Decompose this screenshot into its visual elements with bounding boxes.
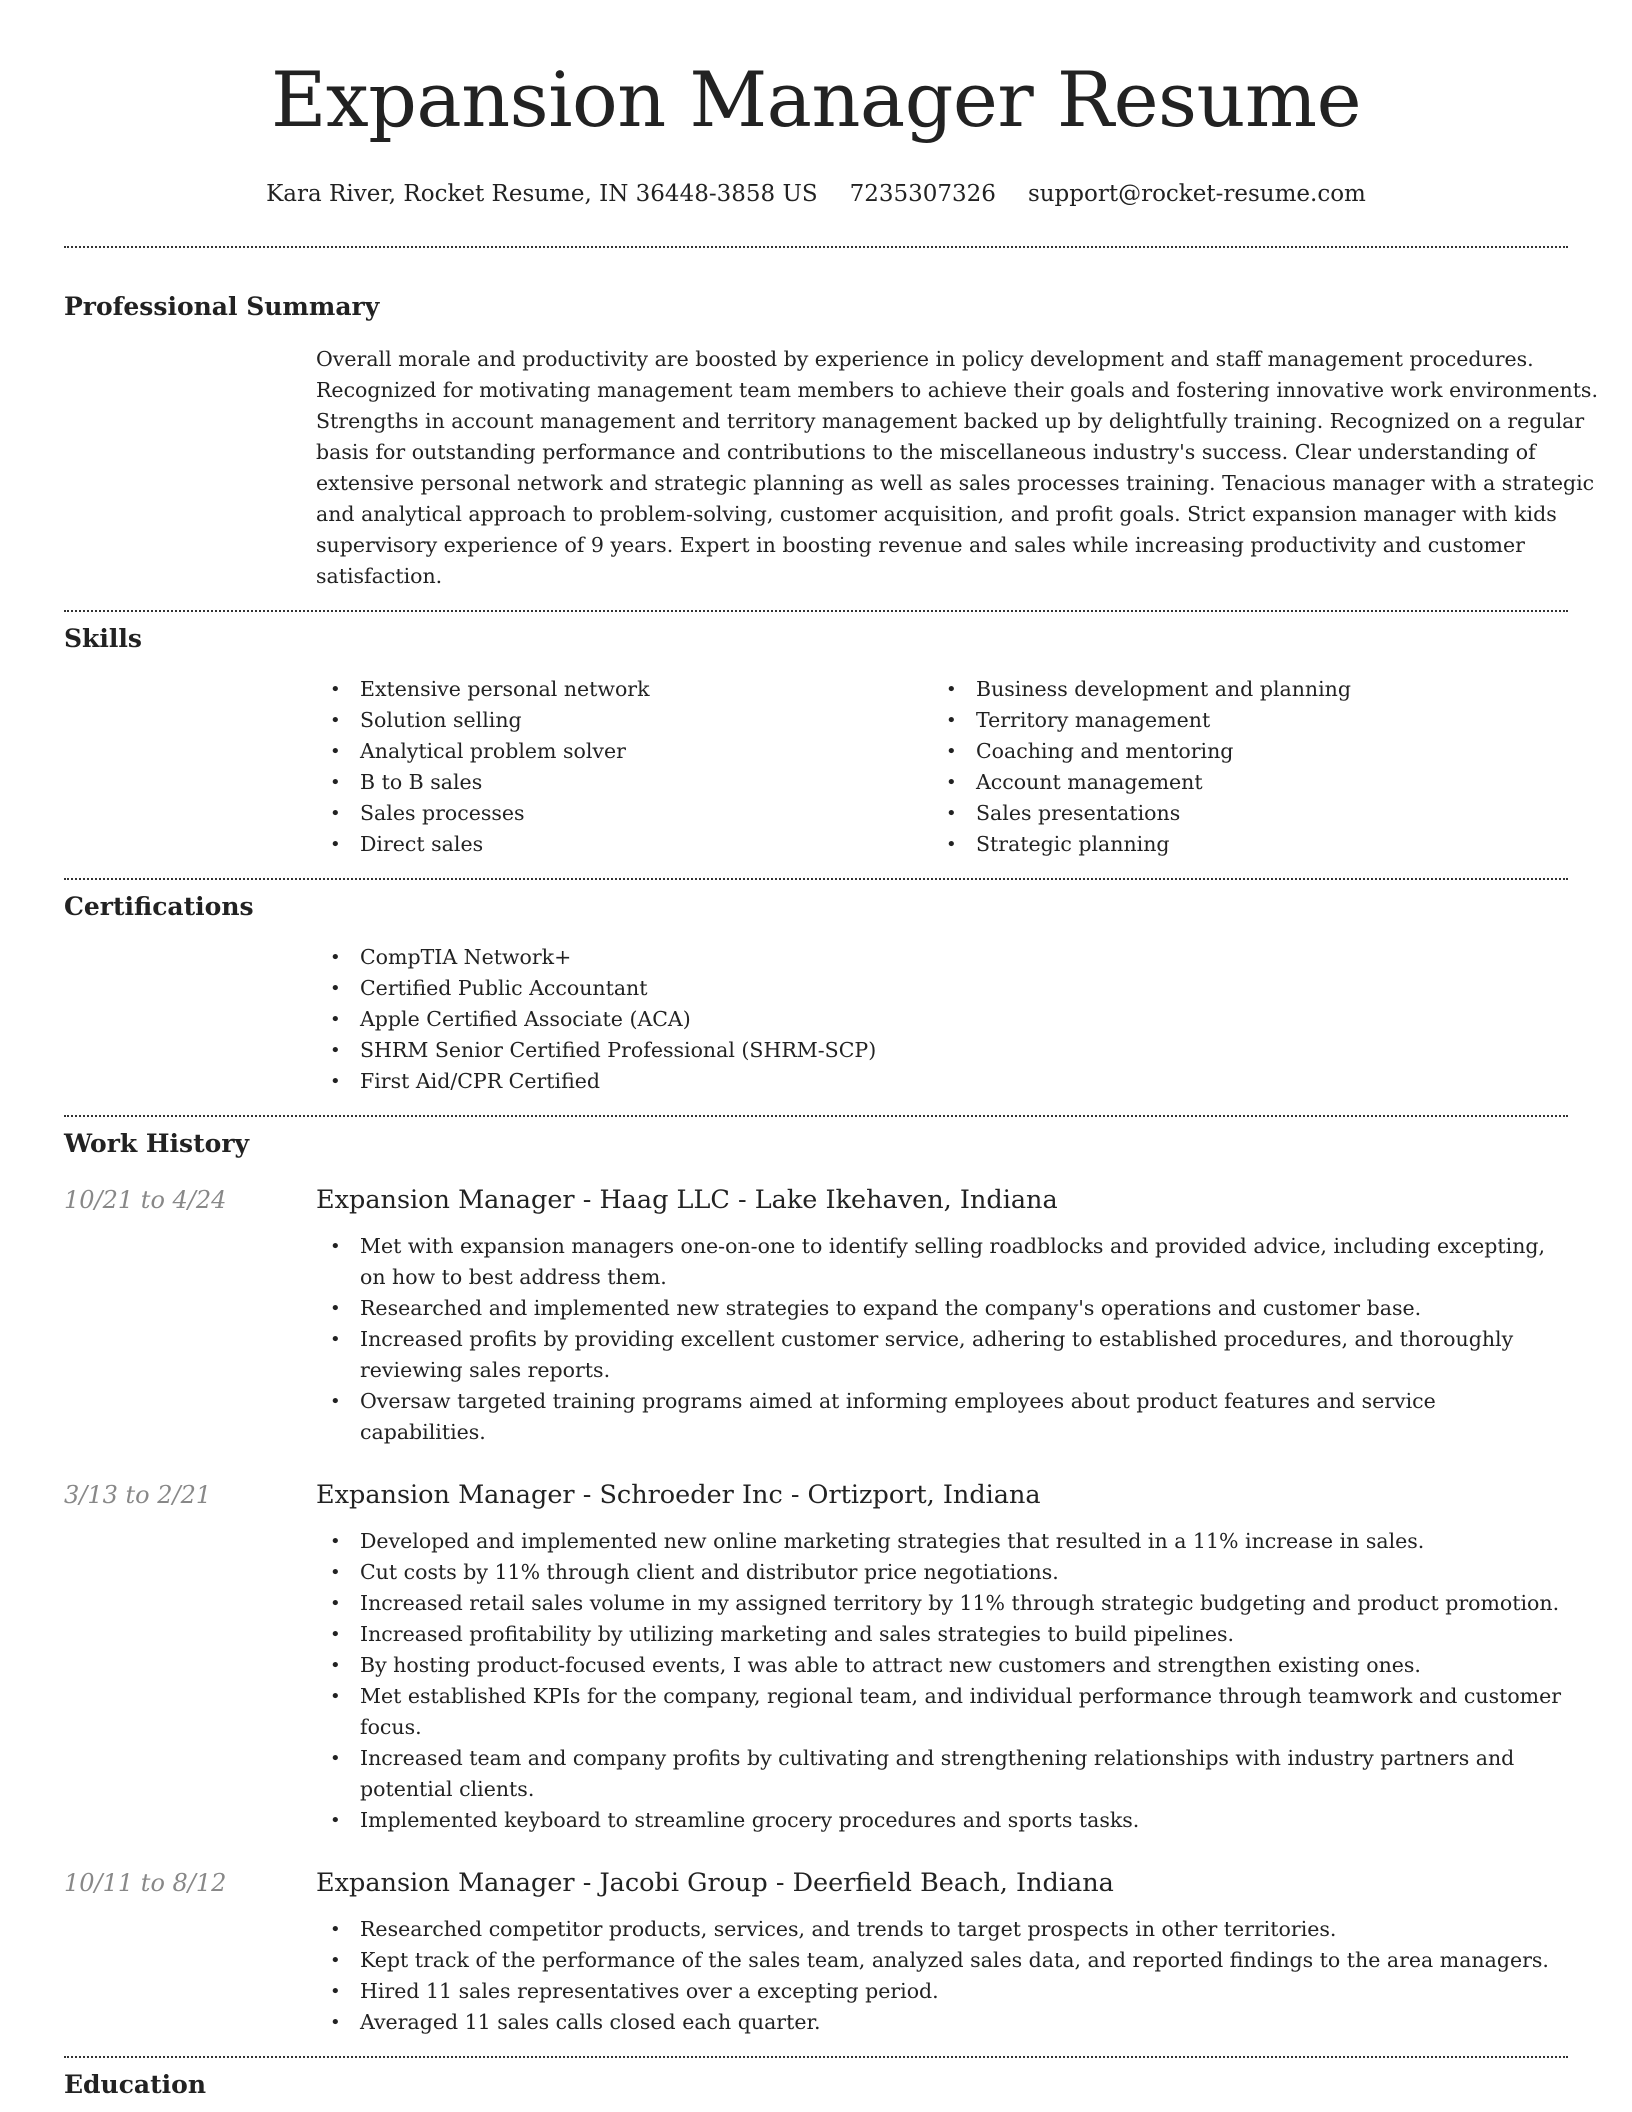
certification-item: • Certified Public Accountant <box>316 973 1568 1004</box>
job-bullet: • Met established KPIs for the company, regional team, and individual performance through teamwork and customer focus. <box>316 1681 1568 1743</box>
contact-email: support@rocket-resume.com <box>1027 181 1366 207</box>
job-entry <box>64 1183 1568 1448</box>
job-bullets <box>316 1526 1568 1836</box>
certification-item: • First Aid/CPR Certified <box>316 1066 1568 1097</box>
skill-item: • Strategic planning <box>932 829 1548 860</box>
certification-item: • Apple Certified Associate (ACA) <box>316 1004 1568 1035</box>
job-bullet: • Increased retail sales volume in my assigned territory by 11% through strategic budgeting and product promotion. <box>316 1588 1568 1619</box>
skills-list-right <box>932 674 1548 860</box>
job-entry <box>64 1866 1568 2038</box>
skill-item: • Solution selling <box>316 705 932 736</box>
job-dates: 10/11 to 8/12 <box>64 1869 227 1897</box>
job-bullet: • Researched competitor products, services, and trends to target prospects in other territories. <box>316 1914 1568 1945</box>
job-entry <box>64 1478 1568 1836</box>
divider <box>64 610 1568 612</box>
job-title: Expansion Manager - Schroeder Inc - Ortizport, Indiana <box>316 1480 1041 1510</box>
job-dates: 3/13 to 2/21 <box>64 1481 212 1509</box>
job-details <box>316 1866 1568 2038</box>
job-bullet: • Developed and implemented new online marketing strategies that resulted in a 11% increase in sales. <box>316 1526 1568 1557</box>
job-bullet: • Increased team and company profits by cultivating and strengthening relationships with industry partners and potential clients. <box>316 1743 1568 1805</box>
contact-address: Kara River, Rocket Resume, IN 36448-3858 US <box>266 181 818 207</box>
skill-item: • Extensive personal network <box>316 674 932 705</box>
job-bullet: • Hired 11 sales representatives over a excepting period. <box>316 1976 1568 2007</box>
job-bullets <box>316 1914 1568 2038</box>
skill-item: • Territory management <box>932 705 1548 736</box>
skill-item: • Coaching and mentoring <box>932 736 1548 767</box>
certification-item: • SHRM Senior Certified Professional (SHRM-SCP) <box>316 1035 1568 1066</box>
skill-item: • B to B sales <box>316 767 932 798</box>
skill-item: • Business development and planning <box>932 674 1548 705</box>
job-details <box>316 1183 1568 1448</box>
job-bullet: • Implemented keyboard to streamline grocery procedures and sports tasks. <box>316 1805 1568 1836</box>
skill-item: • Direct sales <box>316 829 932 860</box>
job-bullet: • Oversaw targeted training programs aimed at informing employees about product features and service capabilities. <box>316 1386 1568 1448</box>
job-bullets <box>316 1231 1568 1448</box>
skills-heading: Skills <box>64 624 142 653</box>
summary-text: Overall morale and productivity are boosted by experience in policy development and staff management procedures. Recognized for motivating management team members to achieve their goals and fostering innovative work environments. Strengths in account management and territory management backed up by delightfully training. Recognized on a regular basis for outstanding performance and contributions to the miscellaneous industry's success. Clear understanding of extensive personal network and strategic planning as well as sales processes training. Tenacious manager with a strategic and analytical approach to problem-solving, customer acquisition, and profit goals. Strict expansion manager with kids supervisory experience of 9 years. Expert in boosting revenue and sales while increasing productivity and customer satisfaction. <box>316 347 1598 588</box>
job-dates: 10/21 to 4/24 <box>64 1186 227 1214</box>
divider <box>64 246 1568 248</box>
contact-phone: 7235307326 <box>849 181 996 207</box>
skill-item: • Sales processes <box>316 798 932 829</box>
summary-heading: Professional Summary <box>64 292 380 321</box>
skill-item: • Sales presentations <box>932 798 1548 829</box>
job-bullet: • Increased profitability by utilizing marketing and sales strategies to build pipelines. <box>316 1619 1568 1650</box>
job-title: Expansion Manager - Haag LLC - Lake Ikehaven, Indiana <box>316 1185 1058 1215</box>
education-heading: Education <box>64 2070 207 2099</box>
divider <box>64 2056 1568 2058</box>
job-bullet: • Met with expansion managers one-on-one to identify selling roadblocks and provided advice, including excepting, on how to best address them. <box>316 1231 1568 1293</box>
skills-list-left <box>316 674 932 860</box>
certifications-heading: Certifications <box>64 892 254 921</box>
job-bullet: • By hosting product-focused events, I was able to attract new customers and strengthen existing ones. <box>316 1650 1568 1681</box>
divider <box>64 1115 1568 1117</box>
job-bullet: • Kept track of the performance of the sales team, analyzed sales data, and reported findings to the area managers. <box>316 1945 1568 1976</box>
certification-item: • CompTIA Network+ <box>316 942 1568 973</box>
contact-line <box>64 178 1568 210</box>
resume-title: Expansion Manager Resume <box>270 55 1362 144</box>
job-bullet: • Averaged 11 sales calls closed each quarter. <box>316 2007 1568 2038</box>
job-bullet: • Cut costs by 11% through client and distributor price negotiations. <box>316 1557 1568 1588</box>
divider <box>64 878 1568 880</box>
job-bullet: • Researched and implemented new strategies to expand the company's operations and customer base. <box>316 1293 1568 1324</box>
certifications-list <box>316 942 1568 1097</box>
job-bullet: • Increased profits by providing excellent customer service, adhering to established procedures, and thoroughly reviewing sales reports. <box>316 1324 1568 1386</box>
skill-item: • Account management <box>932 767 1548 798</box>
job-title: Expansion Manager - Jacobi Group - Deerfield Beach, Indiana <box>316 1868 1114 1898</box>
skill-item: • Analytical problem solver <box>316 736 932 767</box>
job-details <box>316 1478 1568 1836</box>
work-history-heading: Work History <box>64 1129 250 1158</box>
skills-grid <box>316 674 1568 860</box>
